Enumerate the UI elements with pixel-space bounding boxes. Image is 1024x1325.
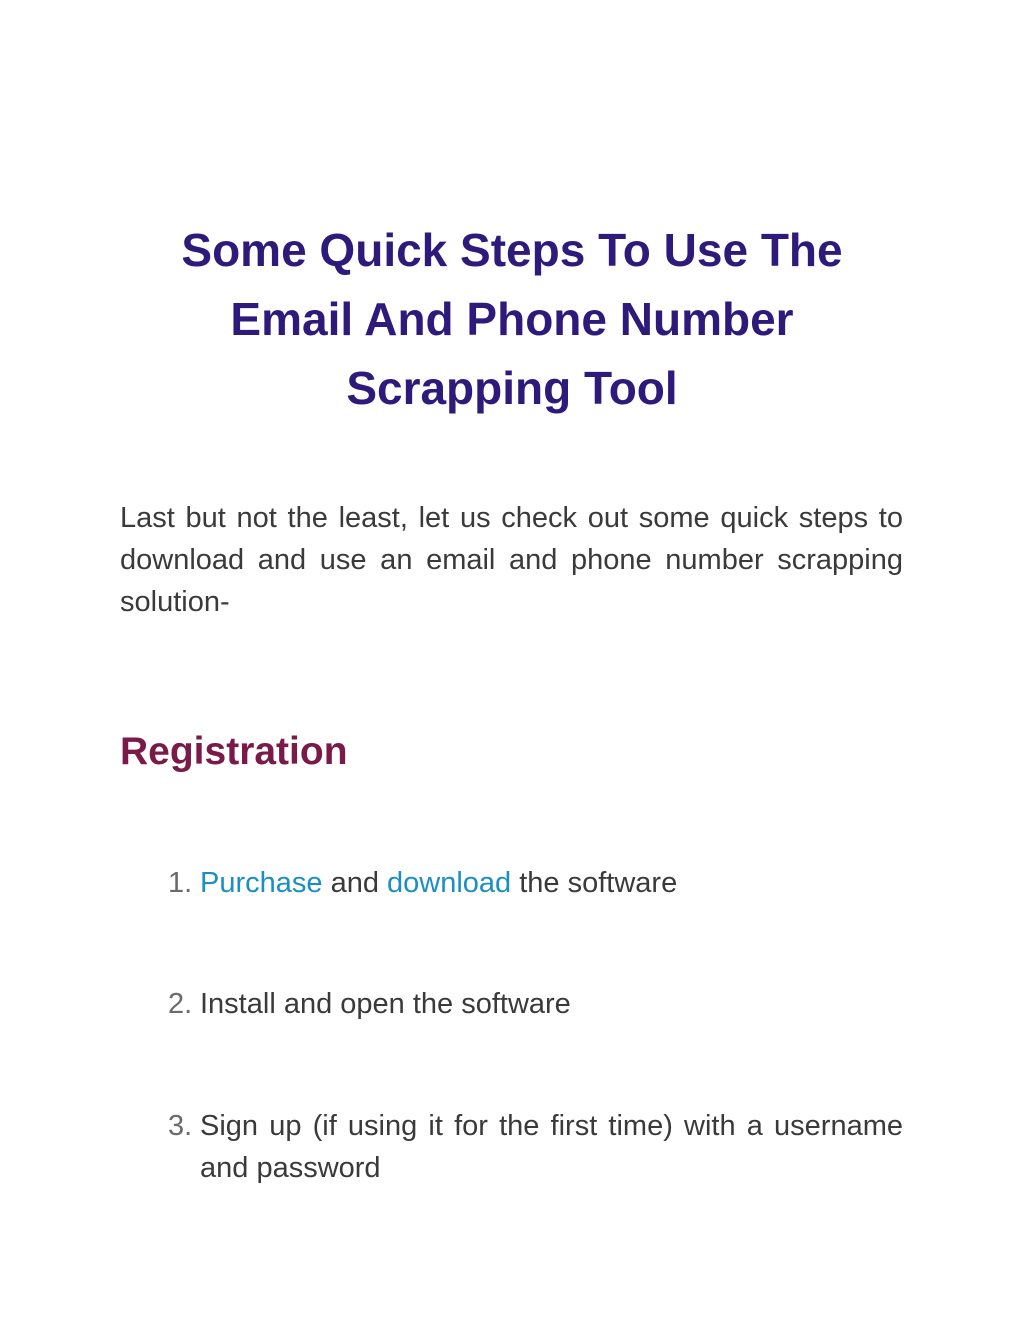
download-link[interactable]: download <box>387 867 512 899</box>
step-number: 3. <box>168 1110 193 1142</box>
intro-paragraph: Last but not the least, let us check out some quick steps to download and use an email and phone number scrapping solution- <box>120 502 903 618</box>
section-heading-registration: Registration <box>120 730 348 773</box>
title-line-3: Scrapping Tool <box>346 362 678 414</box>
step-number: 2. <box>168 988 193 1020</box>
step-text-tail: the software <box>511 867 678 899</box>
document-title <box>120 216 904 423</box>
step-text <box>200 862 903 904</box>
purchase-link[interactable]: Purchase <box>200 867 323 899</box>
step-text-connector: and <box>322 867 388 899</box>
step-number: 1. <box>168 867 193 899</box>
step-text: Install and open the software <box>200 988 571 1020</box>
list-item <box>168 1105 903 1189</box>
title-line-2: Email And Phone Number <box>230 293 794 345</box>
list-item <box>168 983 903 1025</box>
list-item <box>168 862 903 904</box>
title-line-1: Some Quick Steps To Use The <box>181 224 843 276</box>
step-text: Sign up (if using it for the first time) with a username and password <box>200 1110 903 1184</box>
